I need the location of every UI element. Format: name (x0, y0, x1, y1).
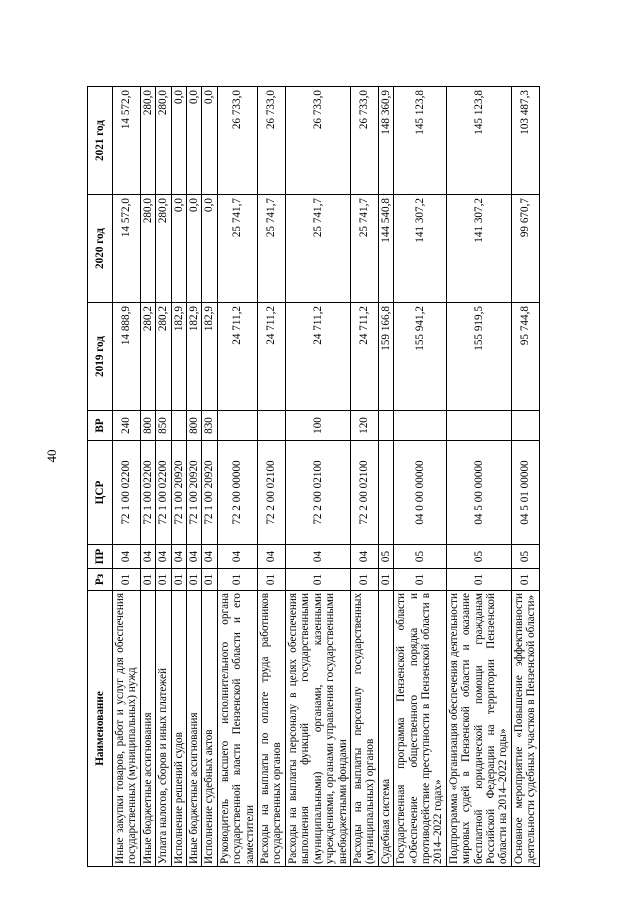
page-number: 40 (44, 449, 59, 463)
cell-csr: 72 2 00 02100 (285, 441, 350, 545)
cell-csr (378, 441, 393, 545)
cell-vr: 800 (140, 411, 155, 441)
cell-rz: 01 (171, 569, 186, 591)
cell-vr (446, 411, 511, 441)
table-row (171, 87, 186, 867)
header-name: Наименование (88, 591, 113, 867)
table-header-row (88, 87, 113, 867)
cell-name: Иные бюджетные ассигнования (140, 591, 155, 867)
cell-pr: 04 (113, 545, 141, 569)
cell-y2019: 182,9 (202, 303, 217, 411)
cell-y2019: 24 711,2 (217, 303, 257, 411)
cell-pr: 05 (378, 545, 393, 569)
cell-y2021: 0,0 (171, 87, 186, 195)
cell-y2021: 145 123,8 (394, 87, 447, 195)
cell-pr: 04 (140, 545, 155, 569)
cell-vr: 120 (350, 411, 378, 441)
header-csr: ЦСР (88, 441, 113, 545)
budget-table (87, 86, 540, 867)
cell-y2020: 14 572,0 (113, 195, 141, 303)
cell-y2020: 25 741,7 (217, 195, 257, 303)
cell-name: Иные закупки товаров, работ и услуг для обеспечения государственных (муниципальных) нужд (113, 591, 141, 867)
header-2021: 2021 год (88, 87, 113, 195)
cell-y2019: 280,2 (156, 303, 171, 411)
cell-rz: 01 (217, 569, 257, 591)
cell-y2021: 14 572,0 (113, 87, 141, 195)
cell-y2020: 141 307,2 (394, 195, 447, 303)
cell-y2020: 144 540,8 (378, 195, 393, 303)
cell-y2021: 26 733,0 (217, 87, 257, 195)
cell-csr: 72 1 00 20920 (187, 441, 202, 545)
cell-y2019: 182,9 (187, 303, 202, 411)
cell-vr (511, 411, 539, 441)
cell-name: Подпрограмма «Организация обеспечения деятельности мировых судей в Пензенской области и оказание бесплатной юридической помощи гражданам Российской Федерации на территории Пензенской области на 2014–2022 годы» (446, 591, 511, 867)
cell-name: Основное мероприятие «Повышение эффективности деятельности судебных участков в Пензенской области» (511, 591, 539, 867)
cell-y2021: 280,0 (140, 87, 155, 195)
cell-csr: 72 1 00 20920 (202, 441, 217, 545)
cell-name: Руководитель высшего исполнительного органа государственной власти Пензенской области и его заместители (217, 591, 257, 867)
cell-rz: 01 (285, 569, 350, 591)
cell-pr: 05 (511, 545, 539, 569)
cell-csr: 72 1 00 02200 (113, 441, 141, 545)
cell-csr: 72 2 00 00000 (217, 441, 257, 545)
cell-y2019: 159 166,8 (378, 303, 393, 411)
table-row (217, 87, 257, 867)
cell-name: Государственная программа Пензенской области «Обеспечение общественного порядка и противодействие преступности в Пензенской области в 2014–2022 годах» (394, 591, 447, 867)
table-row (140, 87, 155, 867)
cell-vr: 800 (187, 411, 202, 441)
cell-rz: 01 (378, 569, 393, 591)
cell-rz: 01 (258, 569, 286, 591)
cell-name: Иные бюджетные ассигнования (187, 591, 202, 867)
cell-rz: 01 (511, 569, 539, 591)
table-row (113, 87, 141, 867)
header-rz: Рз (88, 569, 113, 591)
cell-y2019: 155 919,5 (446, 303, 511, 411)
cell-rz: 01 (446, 569, 511, 591)
cell-pr: 04 (217, 545, 257, 569)
cell-csr: 04 5 01 00000 (511, 441, 539, 545)
cell-y2020: 25 741,7 (258, 195, 286, 303)
cell-csr: 72 1 00 20920 (171, 441, 186, 545)
cell-rz: 01 (394, 569, 447, 591)
table-row (350, 87, 378, 867)
cell-y2020: 25 741,7 (350, 195, 378, 303)
cell-name: Судебная система (378, 591, 393, 867)
table-row (202, 87, 217, 867)
cell-name: Расходы на выплаты по оплате труда работников государственных органов (258, 591, 286, 867)
header-2020: 2020 год (88, 195, 113, 303)
cell-y2021: 26 733,0 (285, 87, 350, 195)
cell-y2021: 280,0 (156, 87, 171, 195)
cell-y2020: 280,0 (140, 195, 155, 303)
budget-table-sheet (87, 87, 573, 867)
header-vr: ВР (88, 411, 113, 441)
cell-rz: 01 (202, 569, 217, 591)
cell-pr: 04 (187, 545, 202, 569)
cell-vr: 850 (156, 411, 171, 441)
cell-y2020: 0,0 (171, 195, 186, 303)
cell-vr: 100 (285, 411, 350, 441)
table-row (156, 87, 171, 867)
cell-y2021: 145 123,8 (446, 87, 511, 195)
cell-name: Уплата налогов, сборов и иных платежей (156, 591, 171, 867)
table-row (446, 87, 511, 867)
table-row (187, 87, 202, 867)
cell-y2019: 155 941,2 (394, 303, 447, 411)
cell-pr: 04 (156, 545, 171, 569)
cell-name: Исполнение судебных актов (202, 591, 217, 867)
cell-y2019: 24 711,2 (258, 303, 286, 411)
cell-vr: 830 (202, 411, 217, 441)
cell-pr: 04 (350, 545, 378, 569)
table-row (511, 87, 539, 867)
cell-y2020: 141 307,2 (446, 195, 511, 303)
table-row (285, 87, 350, 867)
cell-y2020: 25 741,7 (285, 195, 350, 303)
cell-rz: 01 (187, 569, 202, 591)
cell-y2019: 24 711,2 (285, 303, 350, 411)
cell-pr: 05 (394, 545, 447, 569)
cell-csr: 04 0 00 00000 (394, 441, 447, 545)
cell-pr: 05 (446, 545, 511, 569)
table-row (258, 87, 286, 867)
cell-vr (394, 411, 447, 441)
cell-csr: 72 1 00 02200 (140, 441, 155, 545)
cell-y2021: 26 733,0 (258, 87, 286, 195)
cell-pr: 04 (258, 545, 286, 569)
cell-y2019: 14 888,9 (113, 303, 141, 411)
cell-rz: 01 (140, 569, 155, 591)
cell-y2020: 0,0 (187, 195, 202, 303)
cell-csr: 72 2 00 02100 (258, 441, 286, 545)
cell-y2020: 280,0 (156, 195, 171, 303)
cell-name: Расходы на выплаты персоналу в целях обеспечения выполнения функций государственными (муниципальными) органами, казенными учреждениями, органами управления государственными внебюджетными фондами (285, 591, 350, 867)
cell-vr: 240 (113, 411, 141, 441)
cell-y2021: 0,0 (202, 87, 217, 195)
cell-y2019: 280,2 (140, 303, 155, 411)
cell-name: Исполнение решений судов (171, 591, 186, 867)
cell-y2021: 148 360,9 (378, 87, 393, 195)
cell-pr: 04 (285, 545, 350, 569)
header-pr: ПР (88, 545, 113, 569)
cell-y2021: 26 733,0 (350, 87, 378, 195)
cell-rz: 01 (156, 569, 171, 591)
cell-rz: 01 (350, 569, 378, 591)
cell-rz: 01 (113, 569, 141, 591)
cell-vr (171, 411, 186, 441)
cell-csr: 72 1 00 02200 (156, 441, 171, 545)
cell-y2019: 24 711,2 (350, 303, 378, 411)
cell-y2021: 103 487,3 (511, 87, 539, 195)
cell-pr: 04 (202, 545, 217, 569)
cell-csr: 04 5 00 00000 (446, 441, 511, 545)
cell-pr: 04 (171, 545, 186, 569)
cell-y2019: 182,9 (171, 303, 186, 411)
cell-y2021: 0,0 (187, 87, 202, 195)
table-row (394, 87, 447, 867)
cell-y2019: 95 744,8 (511, 303, 539, 411)
cell-y2020: 99 670,7 (511, 195, 539, 303)
cell-vr (258, 411, 286, 441)
cell-name: Расходы на выплаты персоналу государственных (муниципальных) органов (350, 591, 378, 867)
cell-csr: 72 2 00 02100 (350, 441, 378, 545)
table-body (113, 87, 540, 867)
header-2019: 2019 год (88, 303, 113, 411)
cell-vr (378, 411, 393, 441)
cell-vr (217, 411, 257, 441)
cell-y2020: 0,0 (202, 195, 217, 303)
table-row (378, 87, 393, 867)
